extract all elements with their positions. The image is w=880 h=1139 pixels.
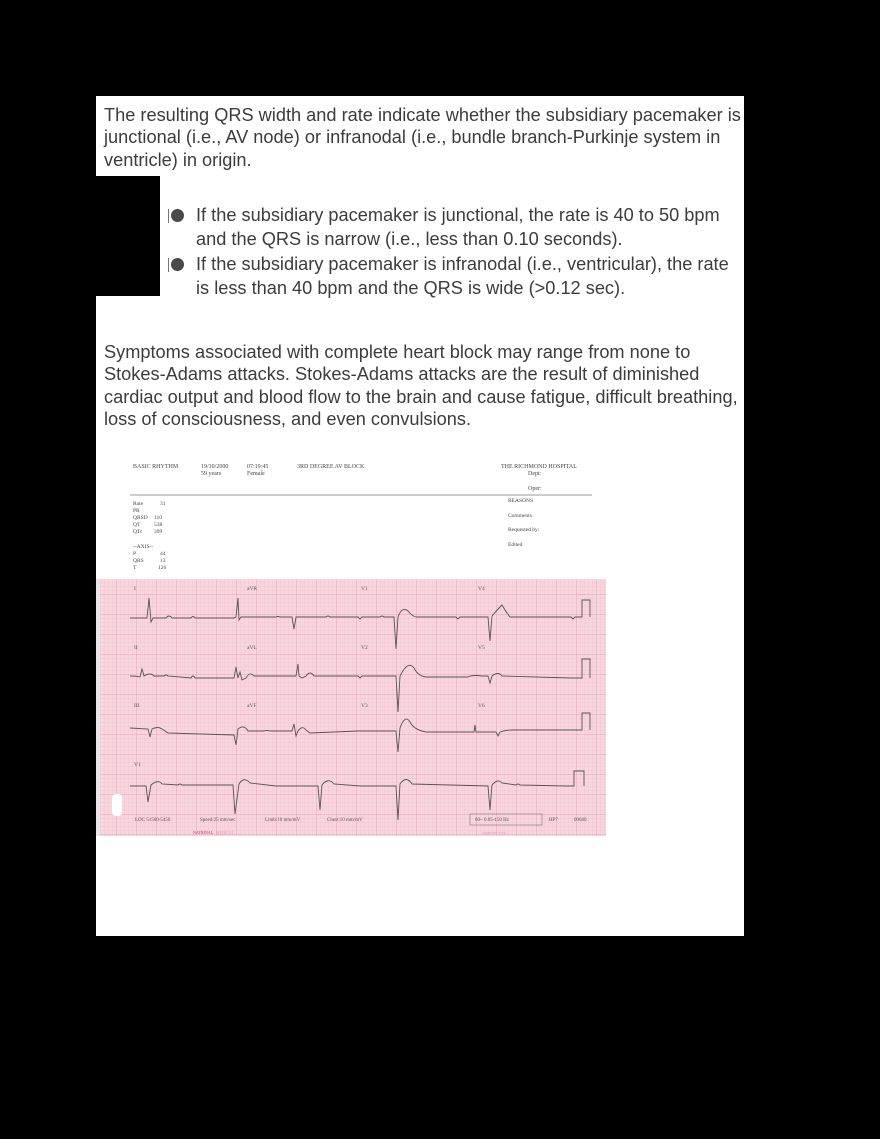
svg-text:Oper:: Oper:	[528, 486, 542, 492]
svg-text:BASIC RHYTHM: BASIC RHYTHM	[133, 464, 179, 470]
svg-text:Comments: Comments	[508, 513, 532, 519]
svg-text:III: III	[134, 703, 140, 709]
svg-text:110: 110	[154, 515, 163, 521]
svg-text:I: I	[134, 586, 136, 592]
svg-text:Rate: Rate	[133, 501, 144, 507]
svg-text:126: 126	[158, 565, 167, 571]
ecg-brand: NATIONAL	[193, 830, 214, 835]
bullet-text: If the subsidiary pacemaker is infranodal (i.e., ventricular), the rate is less than 40 bpm and the QRS is wide (>0.12 sec).	[196, 253, 729, 299]
svg-text:Speed:25 mm/sec: Speed:25 mm/sec	[200, 818, 236, 823]
bullet-dot-icon	[168, 258, 184, 272]
svg-text:LOC 51560-5456: LOC 51560-5456	[135, 818, 171, 823]
svg-text:399: 399	[154, 529, 163, 535]
svg-text:13: 13	[160, 558, 166, 564]
svg-text:Dept:: Dept:	[528, 471, 542, 477]
document-page	[96, 96, 744, 936]
svg-text:Chest:10 mm/mV: Chest:10 mm/mV	[327, 818, 363, 823]
svg-text:aVR: aVR	[247, 586, 258, 592]
bullet-item-infranodal	[168, 252, 738, 301]
svg-text:Requested by:: Requested by:	[508, 527, 540, 533]
svg-text:V6: V6	[478, 703, 485, 709]
black-mask-block	[96, 176, 160, 296]
ecg-right-fields	[508, 498, 540, 548]
ecg-printout-image	[96, 454, 608, 844]
svg-text:QRS: QRS	[133, 558, 144, 564]
svg-text:aVF: aVF	[247, 703, 257, 709]
ecg-measurements	[133, 501, 167, 571]
svg-text:P: P	[133, 551, 137, 557]
svg-text:--AXIS--: --AXIS--	[133, 544, 154, 550]
svg-text:T: T	[133, 565, 137, 571]
svg-text:59 years: 59 years	[201, 471, 222, 477]
svg-text:00680: 00680	[574, 818, 587, 823]
svg-text:HP7: HP7	[549, 818, 558, 823]
svg-text:QT: QT	[133, 522, 141, 528]
svg-text:Limb:10 mm/mV: Limb:10 mm/mV	[265, 818, 301, 823]
svg-text:V1: V1	[134, 762, 141, 768]
svg-text:V4: V4	[478, 586, 485, 592]
svg-text:QTc: QTc	[133, 529, 143, 535]
svg-text:07:19:45: 07:19:45	[247, 464, 269, 470]
svg-text:QRSD: QRSD	[133, 515, 148, 521]
bullet-list	[168, 203, 738, 301]
bullet-text: If the subsidiary pacemaker is junctional, the rate is 40 to 50 bpm and the QRS is narrow (i.e., less than 0.10 seconds).	[196, 205, 720, 250]
ecg-header	[133, 464, 577, 492]
svg-text:V5: V5	[478, 645, 485, 651]
paragraph-symptoms: Symptoms associated with complete heart block may range from none to Stokes-Adams attacks. Stokes-Adams attacks are the result of diminished cardiac output and blood flow to the brain and cause fatigue, difficult breathing, loss of consciousness, and even convulsions.	[104, 342, 738, 429]
ecg-chart-no: CHART NO. 97720	[482, 831, 507, 835]
svg-text:V1: V1	[361, 586, 368, 592]
svg-text:3RD DEGREE AV BLOCK: 3RD DEGREE AV BLOCK	[297, 464, 365, 470]
bullet-item-junctional	[168, 203, 738, 252]
svg-text:V3: V3	[361, 703, 368, 709]
bullet-dot-icon	[168, 209, 184, 223]
svg-text:31: 31	[160, 501, 166, 507]
svg-text:60~ 0.05-150 Hz: 60~ 0.05-150 Hz	[475, 818, 509, 823]
ecg-brand-sub: MEDICAL	[216, 830, 235, 835]
svg-text:538: 538	[154, 522, 163, 528]
paragraph-qrs-width: The resulting QRS width and rate indicate whether the subsidiary pacemaker is junctional (i.e., AV node) or infranodal (i.e., bundle branch-Purkinje system in ventricle) in origin.	[104, 105, 741, 170]
svg-text:PR: PR	[133, 508, 140, 514]
svg-text:II: II	[134, 645, 138, 651]
svg-text:REASONS: REASONS	[508, 498, 534, 504]
svg-text:19/10/2000: 19/10/2000	[201, 464, 229, 470]
svg-text:Female: Female	[247, 471, 265, 477]
svg-text:THE RICHMOND HOSPITAL: THE RICHMOND HOSPITAL	[501, 464, 577, 470]
svg-text:aVL: aVL	[247, 645, 257, 651]
svg-text:Edited: Edited	[508, 542, 523, 548]
svg-text:44: 44	[160, 551, 166, 557]
svg-text:V2: V2	[361, 645, 368, 651]
